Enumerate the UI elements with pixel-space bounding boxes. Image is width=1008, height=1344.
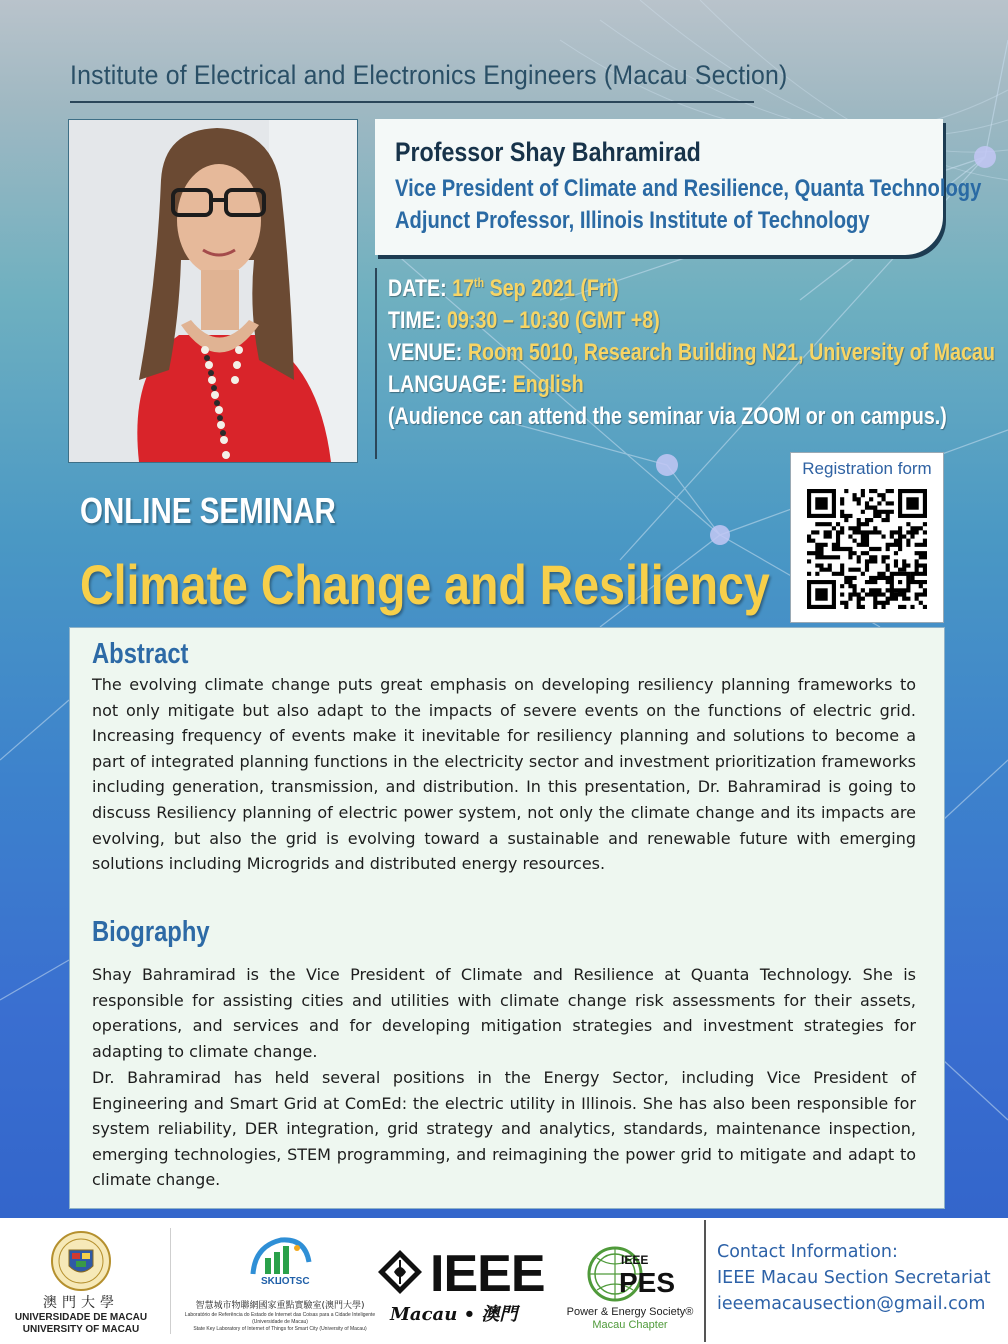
iotsc-english-name: State Key Laboratory of Internet of Things for Smart City (University of Macau) bbox=[193, 1326, 367, 1332]
contact-organization: IEEE Macau Section Secretariat bbox=[717, 1268, 991, 1288]
attendance-note-text: (Audience can attend the seminar via ZOOM or on campus.) bbox=[388, 403, 947, 430]
iotsc-chinese-name: 智慧城市物聯網國家重點實驗室(澳門大學) bbox=[195, 1301, 365, 1311]
organization-title: Institute of Electrical and Electronics Engineers (Macau Section) bbox=[70, 60, 788, 90]
iotsc-logo-icon bbox=[245, 1228, 315, 1290]
biography-paragraph-2: Dr. Bahramirad has held several positions in the Energy Sector, including Vice President of Engineering and Smart Grid at ComEd: the electric utility in Illinois. She has also been responsible for system reliability, DER integration, grid strategy and analytics, standards, maintenance inspection, emerging technologies, STEM programming, and reimagining the power grid to mitigate and adapt to climate change. bbox=[92, 1068, 916, 1190]
venue-label: VENUE: bbox=[388, 339, 463, 366]
pes-wordmark: PES bbox=[619, 1267, 676, 1298]
seminar-type-label: ONLINE SEMINAR bbox=[80, 490, 336, 531]
event-venue bbox=[388, 339, 995, 367]
seminar-title: Climate Change and Resiliency bbox=[80, 553, 770, 616]
date-day: 17 bbox=[452, 275, 475, 302]
registration-qr-box[interactable] bbox=[790, 452, 944, 623]
ieee-diamond-icon bbox=[376, 1248, 424, 1296]
details-divider bbox=[375, 268, 377, 459]
pes-logo-icon bbox=[575, 1234, 685, 1316]
speaker-name: Professor Shay Bahramirad bbox=[395, 137, 701, 167]
pes-ieee-text: IEEE bbox=[621, 1253, 649, 1267]
contact-divider bbox=[704, 1220, 706, 1342]
iotsc-university-pt: (Universidade de Macau) bbox=[252, 1319, 308, 1325]
abstract-text: The evolving climate change puts great emphasis on developing resiliency planning frameworks to not only mitigate but also adapt to the impacts of severe events on the functions of electric grid. Increasing frequency of events make it inevitable for resiliency planning and solutions to become a part of integrated planning functions in the electricity sector and investment prioritization frameworks including generation, transmission, and distribution. In this presentation, Dr. Bahramirad is going to discuss Resiliency planning of electric power system, not only the climate change and its impacts are evolving, but also the grid is evolving toward a sustainable and renewable future with emerging solutions including Microgrids and distributed energy resources. bbox=[92, 675, 916, 874]
qr-code-icon[interactable] bbox=[807, 489, 927, 609]
ieee-wordmark: IEEE bbox=[430, 1245, 545, 1303]
ieee-macau-label: Macau • 澳門 bbox=[390, 1304, 518, 1325]
footer bbox=[0, 1218, 1008, 1344]
footer-divider bbox=[170, 1228, 171, 1334]
language-label: LANGUAGE: bbox=[388, 371, 508, 398]
content-panel bbox=[69, 627, 945, 1209]
university-crest-icon bbox=[50, 1230, 112, 1292]
speaker-photo bbox=[68, 119, 358, 463]
um-english-name: UNIVERSITY OF MACAU bbox=[22, 1324, 140, 1335]
iotsc-logo-text: IOTSC bbox=[279, 1276, 310, 1287]
pes-chapter-name: Macau Chapter bbox=[592, 1319, 668, 1331]
date-suffix: th bbox=[474, 275, 485, 290]
time-label: TIME: bbox=[388, 307, 442, 334]
contact-email[interactable]: ieeemacausection@gmail.com bbox=[717, 1294, 986, 1314]
skl-logo-text: SKL bbox=[261, 1276, 281, 1287]
event-time bbox=[388, 307, 660, 335]
date-value bbox=[452, 275, 618, 302]
registration-label: Registration form bbox=[802, 459, 932, 478]
pes-society-name: Power & Energy Society® bbox=[566, 1306, 694, 1318]
date-label: DATE: bbox=[388, 275, 447, 302]
biography-paragraph-1: Shay Bahramirad is the Vice President of Climate and Resilience at Quanta Technology. She is responsible for assisting cities and utilities with climate change risk assessments for their assets, operations, and services and for developing mitigation strategies and investment strategies for adapting to climate change. bbox=[92, 965, 916, 1061]
um-portuguese-name: UNIVERSIDADE DE MACAU bbox=[14, 1312, 148, 1323]
date-rest: Sep 2021 (Fri) bbox=[484, 275, 619, 302]
speaker-title-2: Adjunct Professor, Illinois Institute of Technology bbox=[395, 207, 870, 234]
um-chinese-name: 澳門大學 bbox=[43, 1295, 119, 1311]
event-language bbox=[388, 371, 584, 399]
event-date bbox=[388, 275, 619, 303]
speaker-title-1: Vice President of Climate and Resilience, Quanta Technology bbox=[395, 175, 982, 202]
biography-heading: Biography bbox=[92, 916, 210, 948]
attendance-note bbox=[388, 403, 947, 431]
time-value: 09:30 – 10:30 (GMT +8) bbox=[447, 307, 660, 334]
title-underline bbox=[70, 101, 754, 103]
contact-heading: Contact Information: bbox=[717, 1242, 898, 1262]
iotsc-portuguese-name: Laboratório de Referência do Estado de Internet das Coisas para a Cidade Inteligente bbox=[184, 1312, 376, 1318]
abstract-heading: Abstract bbox=[92, 638, 189, 670]
language-value: English bbox=[512, 371, 584, 398]
speaker-card bbox=[375, 119, 982, 255]
venue-value: Room 5010, Research Building N21, University of Macau bbox=[467, 339, 995, 366]
